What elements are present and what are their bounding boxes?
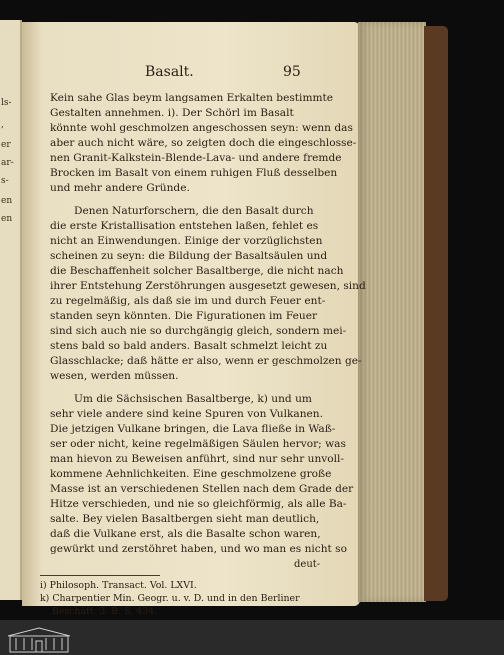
catchword: deut- <box>294 559 321 570</box>
footnote-rule <box>40 575 160 576</box>
text-line: Glasschlacke; daß hätte er also, wenn er geschmolzen ge- <box>50 355 362 367</box>
text-line: Die jetzigen Vulkane bringen, die Lava fließe in Waß- <box>50 423 336 435</box>
text-line: Um die Sächsischen Basaltberge, k) und um <box>74 393 312 405</box>
text-line: die Beschaffenheit solcher Basaltberge, die nicht nach <box>50 265 344 277</box>
text-line: aber auch nicht wäre, so zeigten doch die eingeschlosse- <box>50 137 357 149</box>
margin-fragment: en <box>1 214 13 224</box>
footnote: Beschäft. 3. B. S. 434. <box>52 606 158 617</box>
text-line: sind sich auch nie so durchgängig gleich, sondern mei- <box>50 325 347 337</box>
page-block-edge <box>358 22 426 602</box>
text-line: und mehr andere Gründe. <box>50 182 190 194</box>
text-line: ser oder nicht, keine regelmäßigen Säulen hervor; was <box>50 438 346 450</box>
left-page-edge <box>0 20 22 600</box>
text-line: zu regelmäßig, als daß sie im und durch Feuer ent- <box>50 295 326 307</box>
book-cover <box>424 26 448 601</box>
margin-fragment: ar- <box>1 158 14 168</box>
text-line: kommene Aehnlichkeiten. Eine geschmolzene große <box>50 468 332 480</box>
page-number: 95 <box>283 64 301 80</box>
text-line: scheinen zu seyn: die Bildung der Basaltsäulen und <box>50 250 328 262</box>
text-line: Hitze verschieden, und nie so gleichförmig, als alle Ba- <box>50 498 347 510</box>
text-line: Brocken im Basalt von einem ruhigen Fluß desselben <box>50 167 338 179</box>
text-line: könnte wohl geschmolzen angeschossen seyn: wenn das <box>50 122 353 134</box>
text-line: Gestalten annehmen. i). Der Schörl im Basalt <box>50 107 294 119</box>
margin-fragment: ls- <box>1 98 12 108</box>
text-line: ihrer Entstehung Zerstöhrungen ausgesetzt gewesen, sind <box>50 280 366 292</box>
text-line: die erste Kristallisation entstehen laßen, fehlet es <box>50 220 319 232</box>
text-line: wesen, werden müssen. <box>50 370 179 382</box>
text-line: nicht an Einwendungen. Einige der vorzüglichsten <box>50 235 323 247</box>
viewer-bottom-bar <box>0 620 504 655</box>
text-line: sehr viele andere sind keine Spuren von Vulkanen. <box>50 408 323 420</box>
margin-fragment: er <box>1 140 11 150</box>
text-line: nen Granit-Kalkstein-Blende-Lava- und andere fremde <box>50 152 342 164</box>
margin-fragment: s- <box>1 176 9 186</box>
text-line: Denen Naturforschern, die den Basalt durch <box>74 205 314 217</box>
building-logo-icon <box>6 626 72 654</box>
margin-fragment: en <box>1 196 13 206</box>
text-line: Kein sahe Glas beym langsamen Erkalten bestimmte <box>50 92 334 104</box>
footnote: i) Philosoph. Transact. Vol. LXVI. <box>40 580 197 591</box>
text-line: salte. Bey vielen Basaltbergen sieht man deutlich, <box>50 513 320 525</box>
text-line: daß die Vulkane erst, als die Basalte schon waren, <box>50 528 321 540</box>
running-head: Basalt. <box>145 64 194 80</box>
margin-fragment: , <box>1 120 4 130</box>
text-line: Masse ist an verschiedenen Stellen nach dem Grade der <box>50 483 354 495</box>
text-line: man hievon zu Beweisen anführt, sind nur sehr unvoll- <box>50 453 344 465</box>
footnote: k) Charpentier Min. Geogr. u. v. D. und in den Berliner <box>40 593 300 604</box>
text-line: gewürkt und zerstöhret haben, und wo man es nicht so <box>50 543 347 555</box>
text-line: stens bald so bald anders. Basalt schmelzt leicht zu <box>50 340 328 352</box>
text-line: standen seyn könnten. Die Figurationen im Feuer <box>50 310 318 322</box>
